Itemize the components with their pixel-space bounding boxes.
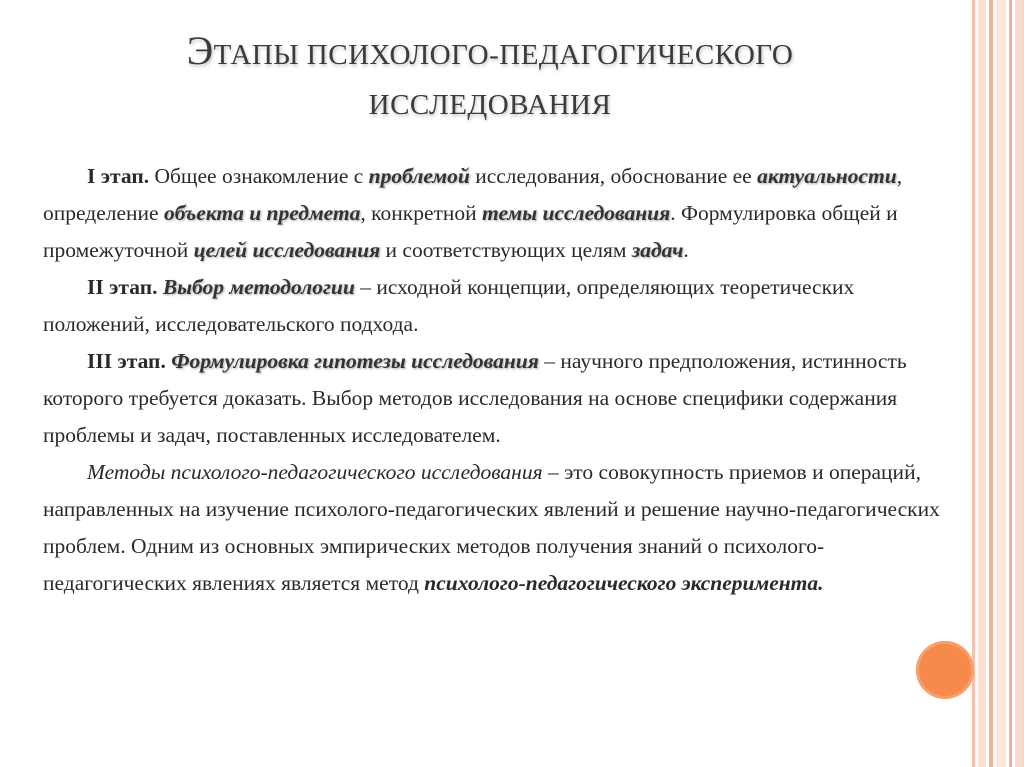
decorative-circle: [916, 641, 974, 699]
methods-paragraph: Методы психолого-педагогического исследования – это совокупность приемов и операций, направленных на изучение психолого-педагогических явлений и решение научно-педагогических проблем. Одним из основных эмпирических методов получения знаний о психолого-педагогических явлениях является метод психолого-педагогического эксперимента.: [43, 460, 940, 595]
stage-2-paragraph: II этап. Выбор методологии – исходной концепции, определяющих теоретических положений, исследовательского подхода.: [43, 275, 855, 336]
slide-title: [60, 26, 920, 130]
slide-body: [43, 158, 948, 602]
title-line-2: ИССЛЕДОВАНИЯ: [368, 89, 612, 121]
stage-1-label: I этап.: [87, 164, 150, 188]
stage-2-label: II этап.: [87, 275, 158, 299]
stage-3-paragraph: III этап. Формулировка гипотезы исследования – научного предположения, истинность которого требуется доказать. Выбор методов исследования на основе специфики содержания проблемы и задач, поставленных исследователем.: [43, 349, 907, 447]
decorative-stripes: [972, 0, 1024, 767]
stage-3-label: III этап.: [87, 349, 166, 373]
title-line-1: ЭТАПЫ ПСИХОЛОГО-ПЕДАГОГИЧЕСКОГО: [186, 28, 794, 73]
stage-1-paragraph: I этап. Общее ознакомление с проблемой исследования, обоснование ее актуальности, определение объекта и предмета, конкретной темы исследования. Формулировка общей и промежуточной целей исследования и соответствующих целям задач.: [43, 164, 903, 262]
